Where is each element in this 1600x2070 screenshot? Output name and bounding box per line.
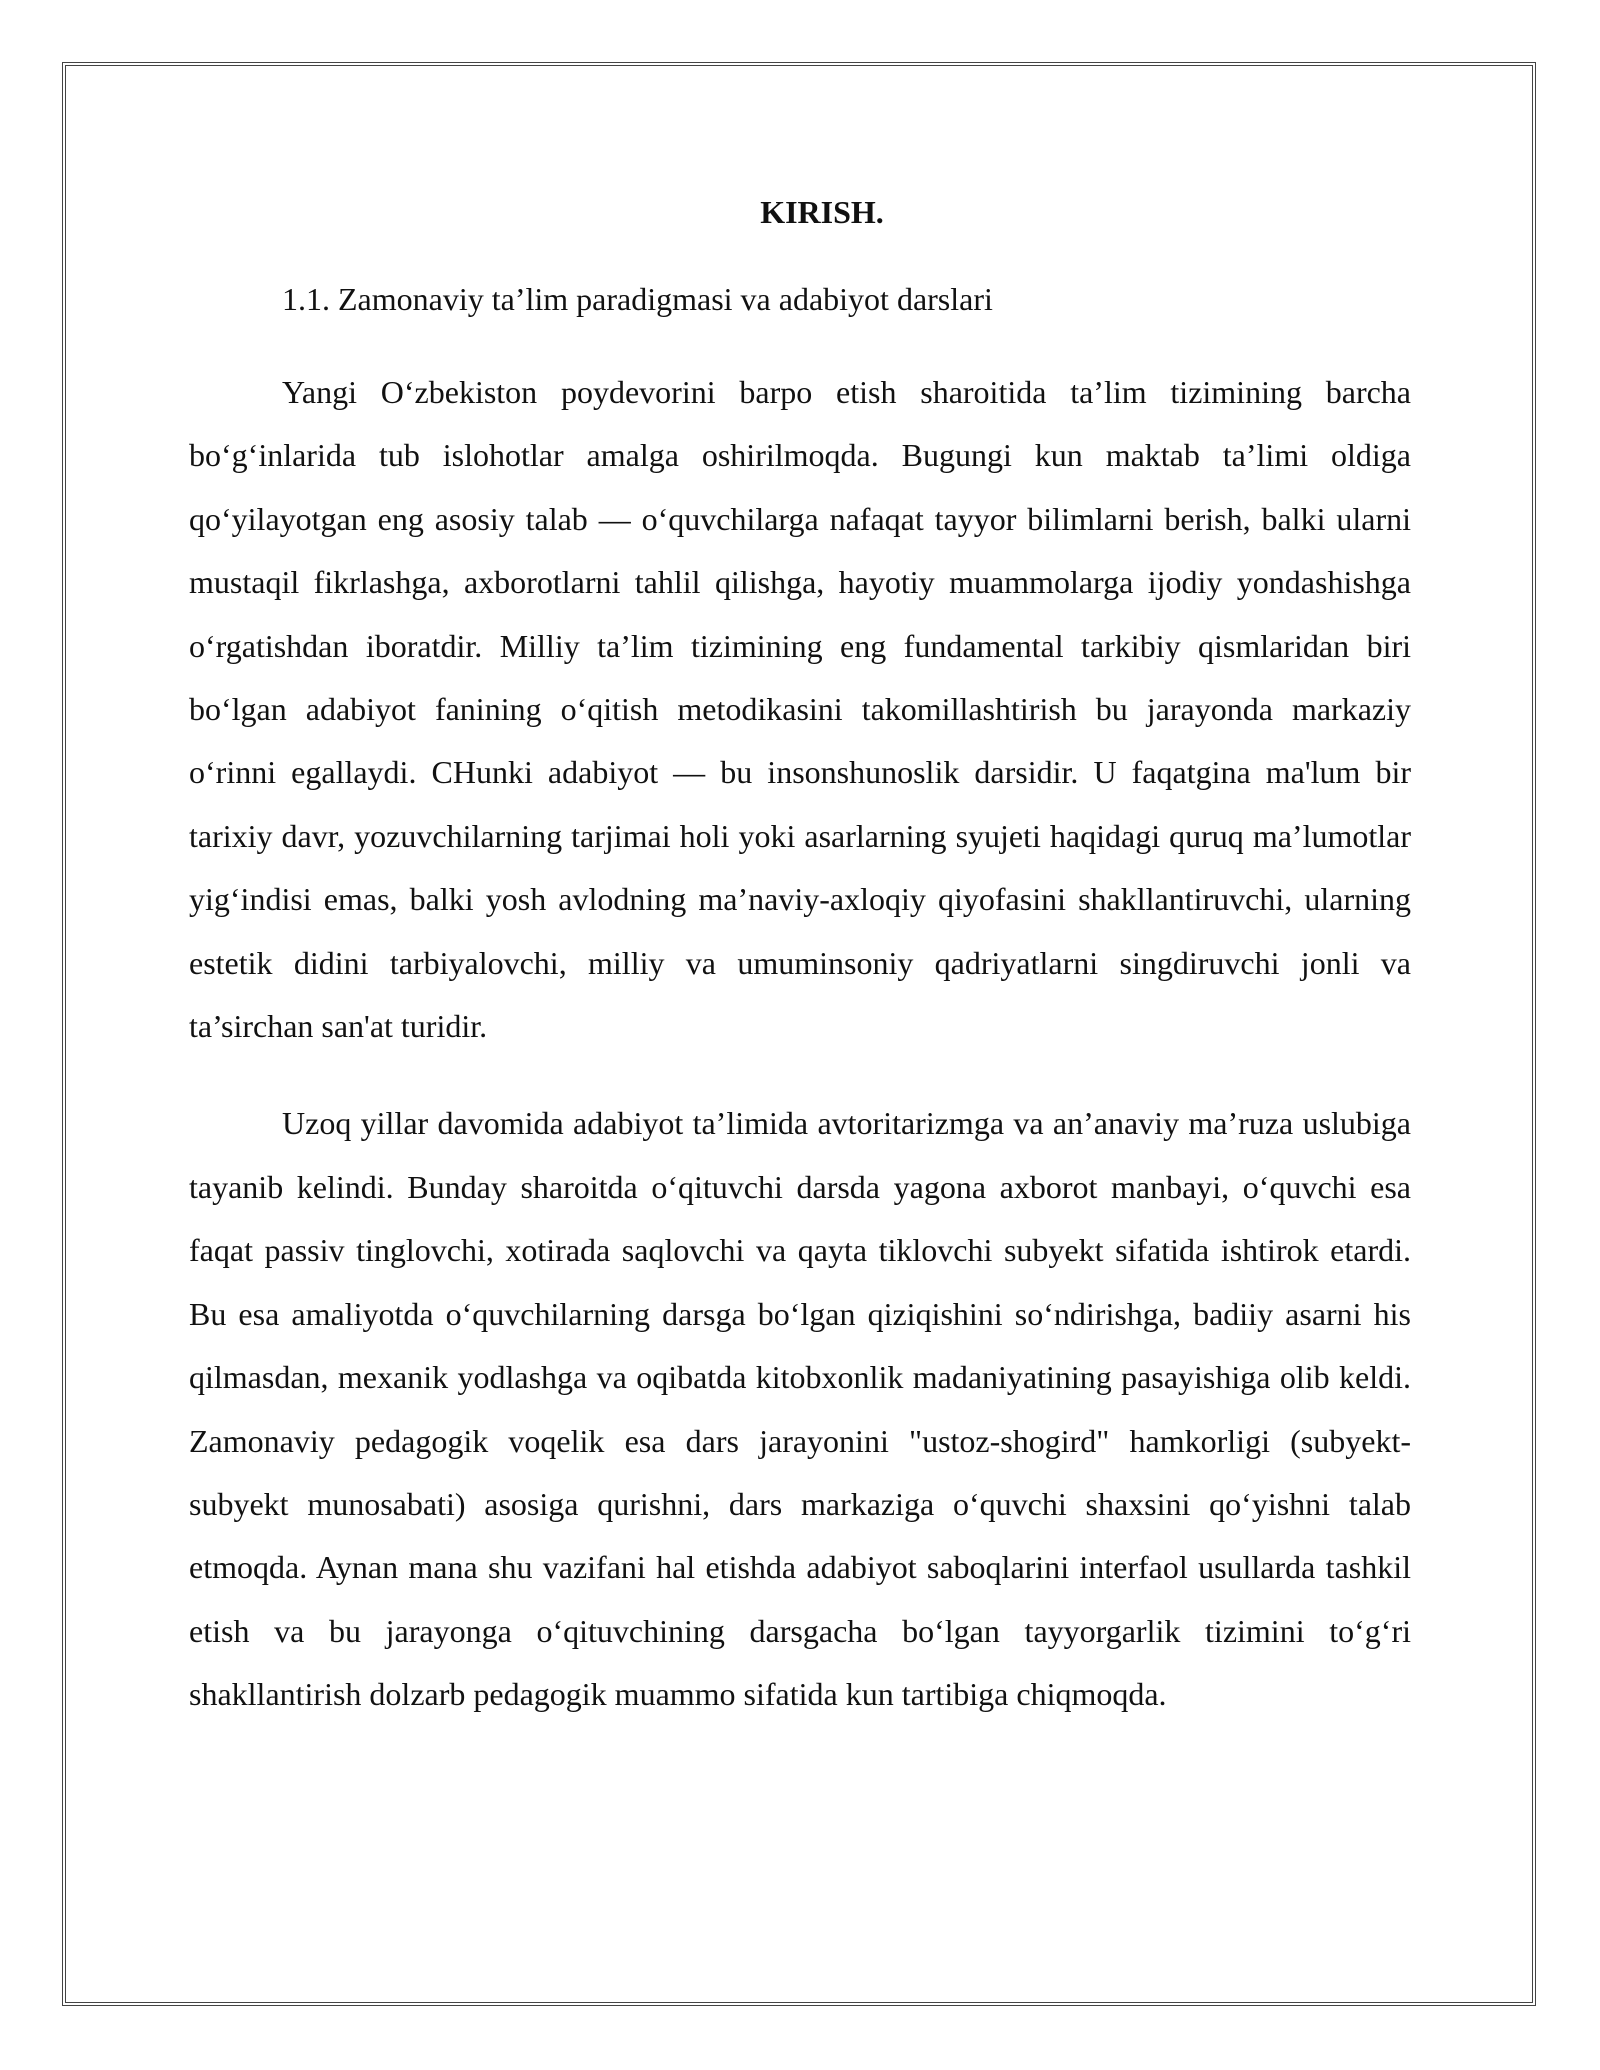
section-heading: 1.1. Zamonaviy ta’lim paradigmasi va adabiyot darslari xyxy=(282,281,993,317)
paragraph-2: Uzoq yillar davomida adabiyot ta’limida avtoritarizmga va an’anaviy ma’ruza uslubiga tayanib kelindi. Bunday sharoitda o‘qituvchi darsda yagona axborot manbayi, o‘quvchi esa faqat passiv tinglovchi, xotirada saqlovchi va qayta tiklovchi subyekt sifatida ishtirok etardi. Bu esa amaliyotda o‘quvchilarning darsga bo‘lgan qiziqishini so‘ndirishga, badiiy asarni his qilmasdan, mexanik yodlashga va oqibatda kitobxonlik madaniyatining pasayishiga olib keldi. Zamonaviy pedagogik voqelik esa dars jarayonini "ustoz-shogird" hamkorligi (subyekt-subyekt munosabati) asosiga qurishni, dars markaziga o‘quvchi shaxsini qo‘yishni talab etmoqda. Aynan mana shu vazifani hal etishda adabiyot saboqlarini interfaol usullarda tashkil etish va bu jarayonga o‘qituvchining darsgacha bo‘lgan tayyorgarlik tizimini to‘g‘ri shakllantirish dolzarb pedagogik muammo sifatida kun tartibiga chiqmoqda. xyxy=(189,1105,1411,1713)
document-body xyxy=(189,188,1411,1727)
page-title: KIRISH. xyxy=(760,194,884,230)
paragraph-1: Yangi O‘zbekiston poydevorini barpo etish sharoitida ta’lim tizimining barcha bo‘g‘inlarida tub islohotlar amalga oshirilmoqda. Bugungi kun maktab ta’limi oldiga qo‘yilayotgan eng asosiy talab — o‘quvchilarga nafaqat tayyor bilimlarni berish, balki ularni mustaqil fikrlashga, axborotlarni tahlil qilishga, hayotiy muammolarga ijodiy yondashishga o‘rgatishdan iboratdir. Milliy ta’lim tizimining eng fundamental tarkibiy qismlaridan biri bo‘lgan adabiyot fanining o‘qitish metodikasini takomillashtirish bu jarayonda markaziy o‘rinni egallaydi. CHunki adabiyot — bu insonshunoslik darsidir. U faqatgina ma'lum bir tarixiy davr, yozuvchilarning tarjimai holi yoki asarlarning syujeti haqidagi quruq ma’lumotlar yig‘indisi emas, balki yosh avlodning ma’naviy-axloqiy qiyofasini shakllantiruvchi, ularning estetik didini tarbiyalovchi, milliy va umuminsoniy qadriyatlarni singdiruvchi jonli va ta’sirchan san'at turidir. xyxy=(189,374,1411,1045)
